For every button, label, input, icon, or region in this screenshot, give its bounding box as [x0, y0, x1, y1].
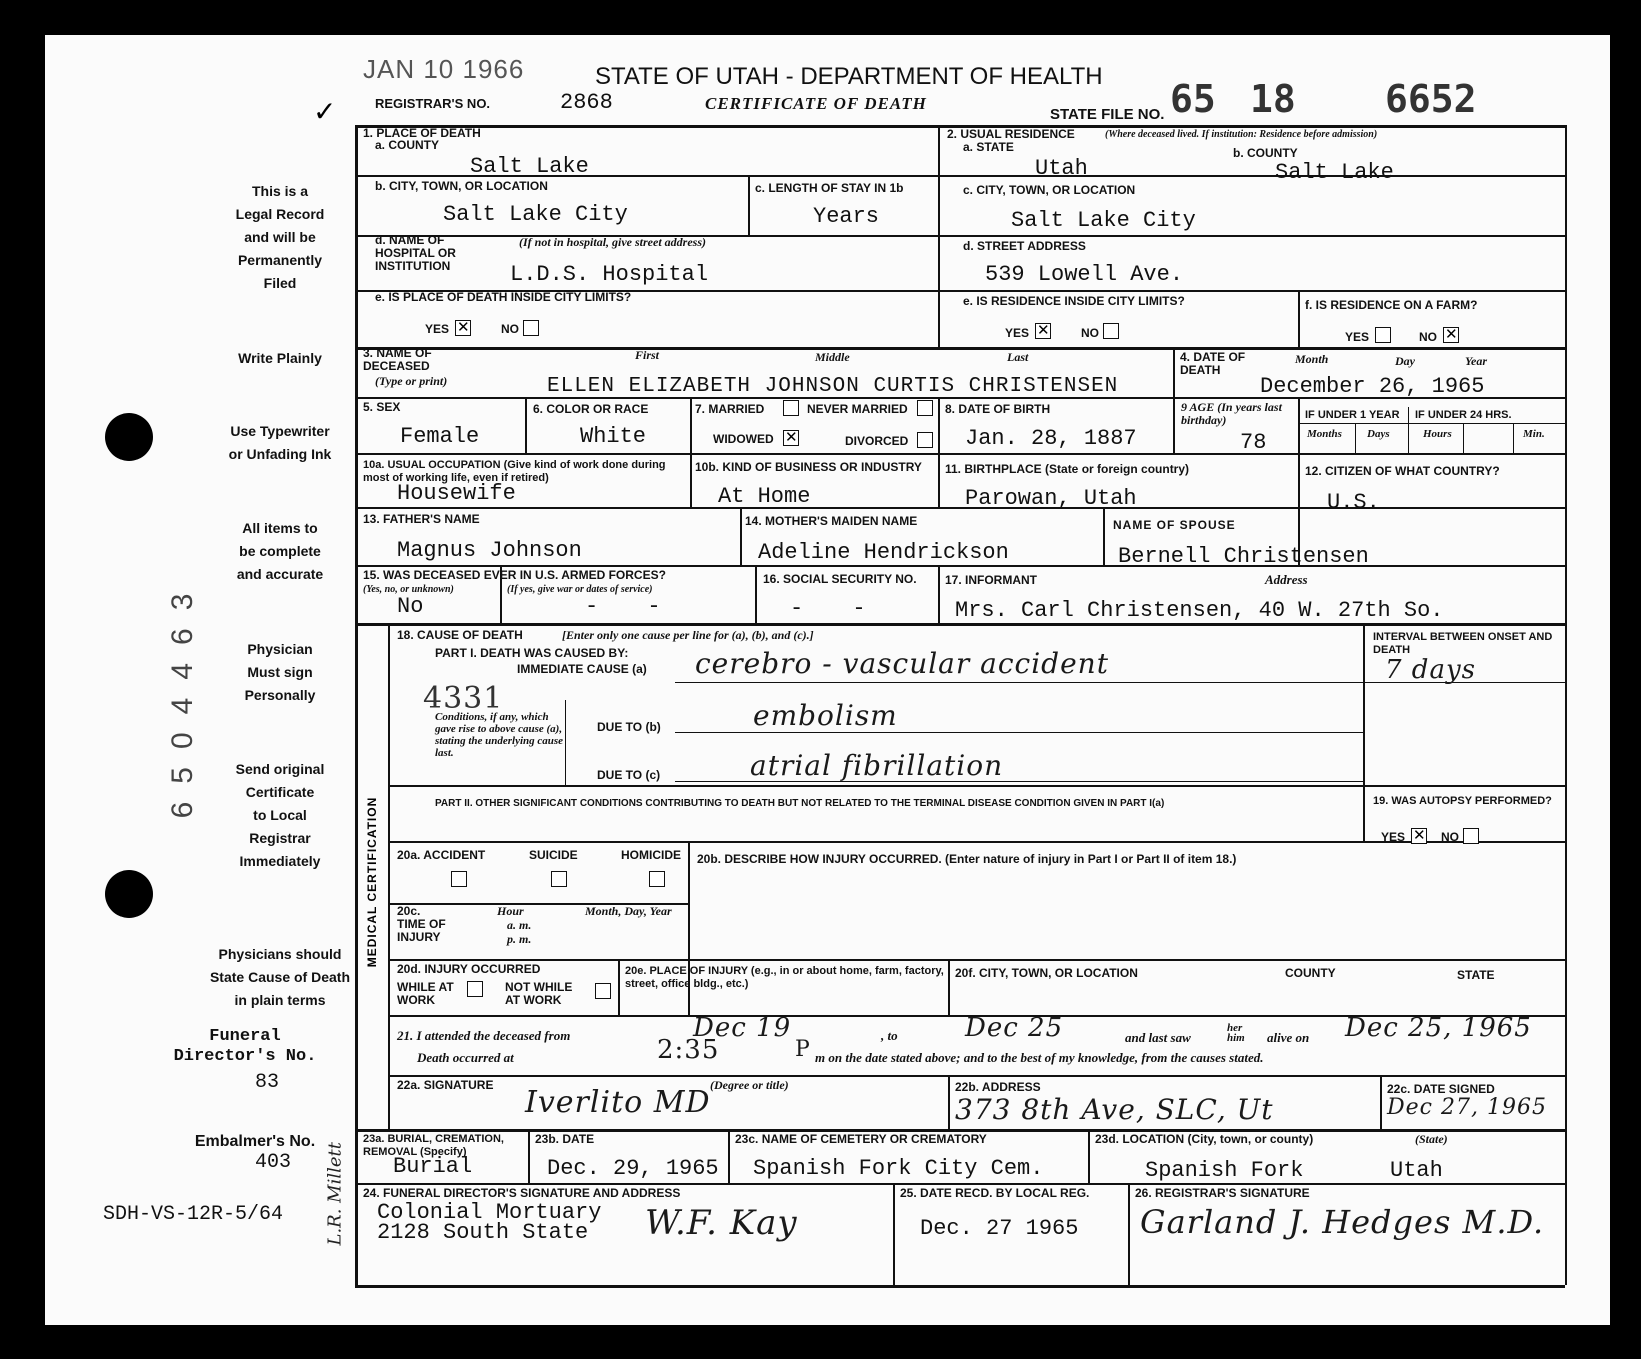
due-to-b-value: embolism [753, 699, 898, 732]
funeral-director-signature: W.F. Kay [645, 1203, 798, 1243]
place-of-death-label: 1. PLACE OF DEATH [363, 126, 481, 140]
cemetery-value: Spanish Fork City Cem. [753, 1156, 1044, 1181]
date-received-label: 25. DATE RECD. BY LOCAL REG. [900, 1186, 1090, 1200]
sidebar-write-plainly: Write Plainly [238, 350, 322, 366]
res-state-label: a. STATE [963, 140, 1014, 154]
month-day-year-label: Month, Day, Year [585, 904, 672, 918]
burial-state-value: Utah [1390, 1158, 1443, 1183]
injury-description-label: 20b. DESCRIBE HOW INJURY OCCURRED. (Enter nature of injury in Part I or Part II of item 18.) [697, 852, 1237, 866]
immediate-cause-value: cerebro - vascular accident [695, 647, 1109, 680]
physician-signature: Iverlito MD [525, 1085, 711, 1120]
business-label: 10b. KIND OF BUSINESS OR INDUSTRY [695, 460, 922, 474]
name-label: 3. NAME OF DECEASED [363, 346, 432, 373]
embalmer-no-label: Embalmer's No. [194, 1133, 316, 1150]
usual-residence-note: (Where deceased lived. If institution: Residence before admission) [1105, 129, 1378, 140]
cemetery-label: 23c. NAME OF CEMETERY OR CREMATORY [735, 1132, 987, 1146]
street-address-label: d. STREET ADDRESS [963, 239, 1086, 253]
sidebar-typewriter-note: Use Typewriter or Unfading Ink [228, 423, 332, 462]
due-to-c-label: DUE TO (c) [597, 768, 661, 782]
armed-forces-service-value: - - [585, 594, 679, 619]
not-while-at-work-checkbox[interactable] [595, 983, 611, 999]
death-time-pm: P [795, 1037, 811, 1062]
length-of-stay-value: Years [813, 204, 880, 229]
state-file-part-a: 65 [1170, 77, 1216, 121]
cause-of-death-note: [Enter only one cause per line for (a), (b), and (c).] [562, 628, 814, 642]
father-value: Magnus Johnson [397, 538, 582, 563]
date-of-birth-label: 8. DATE OF BIRTH [945, 402, 1051, 416]
attended-to-label: , to [881, 1028, 898, 1043]
death-time-value: 2:35 [657, 1035, 720, 1065]
res-city-limits-yes-checkbox[interactable]: ✕ [1037, 322, 1050, 339]
county-value: Salt Lake [470, 154, 589, 179]
ssn-value: - - [790, 596, 884, 621]
not-while-at-work-label: NOT WHILE AT WORK [505, 980, 573, 1007]
suicide-checkbox[interactable] [551, 871, 567, 887]
age-label: 9 AGE (In years last birthday) [1181, 400, 1282, 427]
mortuary-address: 2128 South State [377, 1220, 589, 1245]
death-occurred-at-label: Death occurred at [417, 1050, 514, 1065]
state-file-label: STATE FILE NO. [1050, 106, 1165, 123]
part-two-label: PART II. OTHER SIGNIFICANT CONDITIONS CONTRIBUTING TO DEATH BUT NOT RELATED TO THE TERMINAL DISEASE CONDITION GIVEN IN PART I(a) [435, 798, 1165, 809]
age-value: 78 [1240, 430, 1267, 455]
attended-to-value: Dec 25 [965, 1013, 1064, 1043]
armed-forces-value: No [397, 594, 424, 619]
last-seen-alive-value: Dec 25, 1965 [1345, 1013, 1532, 1043]
disposition-label: 23a. BURIAL, CREMATION, REMOVAL (Specify) [363, 1133, 504, 1158]
ssn-label: 16. SOCIAL SECURITY NO. [763, 572, 917, 586]
funeral-director-no: 83 [255, 1071, 280, 1094]
date-signed-label: 22c. DATE SIGNED [1387, 1082, 1495, 1096]
city-limits-no-label: NO [501, 322, 519, 336]
immediate-cause-label: IMMEDIATE CAUSE (a) [517, 662, 647, 676]
autopsy-no-label: NO [1441, 830, 1459, 844]
city-limits-no-checkbox[interactable] [523, 320, 539, 336]
date-of-death-value: December 26, 1965 [1260, 374, 1485, 399]
name-note: (Type or print) [375, 374, 448, 388]
homicide-checkbox[interactable] [649, 871, 665, 887]
hours-label: Hours [1423, 428, 1452, 440]
sex-value: Female [400, 424, 480, 449]
mother-value: Adeline Hendrickson [758, 540, 1009, 565]
embalmer-signature-vertical: L.R. Millett [324, 1142, 346, 1246]
street-address-value: 539 Lowell Ave. [985, 262, 1184, 287]
res-county-value: Salt Lake [1275, 160, 1394, 185]
occupation-value: Housewife [397, 481, 516, 506]
mortuary-name: Colonial Mortuary [377, 1200, 602, 1225]
last-saw-label: and last saw [1125, 1030, 1191, 1045]
farm-no-label: NO [1419, 330, 1437, 344]
suicide-label: SUICIDE [529, 848, 578, 862]
race-value: White [580, 424, 647, 449]
city-limits-label: e. IS PLACE OF DEATH INSIDE CITY LIMITS? [375, 290, 632, 304]
physician-address-label: 22b. ADDRESS [955, 1080, 1041, 1094]
county-label: a. COUNTY [375, 138, 440, 152]
certificate-page [45, 35, 1610, 1325]
homicide-label: HOMICIDE [621, 848, 681, 862]
due-to-c-value: atrial fibrillation [750, 749, 1004, 782]
res-city-value: Salt Lake City [1011, 208, 1196, 233]
certification-statement: m on the date stated above; and to the best of my knowledge, from the causes stated. [815, 1050, 1264, 1065]
res-city-limits-no-label: NO [1081, 326, 1099, 340]
informant-label: 17. INFORMANT [945, 573, 1038, 587]
divorced-checkbox[interactable] [917, 432, 933, 448]
attended-from-value: Dec 19 [693, 1013, 792, 1043]
hour-label: Hour [497, 904, 524, 918]
armed-forces-note-a: (Yes, no, or unknown) [363, 584, 454, 595]
divorced-label: DIVORCED [845, 434, 909, 448]
never-married-checkbox[interactable] [917, 400, 933, 416]
res-city-limits-label: e. IS RESIDENCE INSIDE CITY LIMITS? [963, 294, 1185, 308]
city-value: Salt Lake City [443, 202, 628, 227]
under-24-hours-label: IF UNDER 24 HRS. [1415, 409, 1512, 421]
registrar-signature: Garland J. Hedges M.D. [1140, 1203, 1545, 1241]
city-limits-yes-label: YES [425, 322, 450, 336]
burial-state-label: (State) [1415, 1132, 1448, 1146]
sex-label: 5. SEX [363, 400, 401, 414]
date-of-birth-value: Jan. 28, 1887 [965, 426, 1137, 451]
year-label: Year [1465, 354, 1487, 368]
farm-yes-checkbox[interactable] [1375, 327, 1391, 343]
res-state-value: Utah [1035, 156, 1088, 181]
time-of-injury-label: 20c. TIME OF INJURY [397, 904, 446, 944]
hospital-note: (If not in hospital, give street address) [519, 235, 707, 249]
informant-address-label: Address [1265, 572, 1308, 587]
punch-hole-bottom [105, 870, 153, 918]
length-of-stay-label: c. LENGTH OF STAY IN 1b [755, 181, 904, 195]
registrar-no-value: 2868 [560, 90, 613, 115]
under-1-year-label: IF UNDER 1 YEAR [1305, 409, 1400, 421]
state-department-title: STATE OF UTAH - DEPARTMENT OF HEALTH [595, 63, 1103, 90]
burial-location-label: 23d. LOCATION (City, town, or county) [1095, 1132, 1314, 1146]
burial-date-value: Dec. 29, 1965 [547, 1156, 719, 1181]
farm-label: f. IS RESIDENCE ON A FARM? [1305, 298, 1478, 312]
accident-checkbox[interactable] [451, 871, 467, 887]
never-married-label: NEVER MARRIED [807, 402, 908, 416]
res-city-limits-yes-label: YES [1005, 326, 1030, 340]
while-at-work-label: WHILE AT WORK [397, 980, 454, 1007]
occupation-label: 10a. USUAL OCCUPATION (Give kind of work done during most of working life, even if retired) [363, 459, 666, 484]
autopsy-label: 19. WAS AUTOPSY PERFORMED? [1373, 795, 1552, 807]
widowed-label: WIDOWED [713, 432, 774, 446]
received-date-stamp: JAN 10 1966 [363, 54, 525, 84]
date-received-value: Dec. 27 1965 [920, 1216, 1079, 1241]
sidebar-send-note: Send original Certificate to Local Registrar Immediately [235, 761, 325, 869]
farm-no-checkbox[interactable]: ✕ [1445, 326, 1458, 343]
state-file-part-b: 18 [1250, 77, 1296, 121]
middle-label: Middle [815, 350, 850, 364]
conditions-note: Conditions, if any, which gave rise to above cause (a), stating the underlying cause last. [435, 711, 564, 759]
am-label: a. m. [507, 918, 532, 932]
days-label: Days [1367, 428, 1390, 440]
res-city-limits-no-checkbox[interactable] [1103, 323, 1119, 339]
first-label: First [635, 348, 660, 362]
injury-county-label: COUNTY [1285, 966, 1336, 980]
usual-residence-label: 2. USUAL RESIDENCE [947, 127, 1075, 141]
punch-hole-top [105, 413, 153, 461]
father-label: 13. FATHER'S NAME [363, 512, 480, 526]
certificate-title: CERTIFICATE OF DEATH [705, 94, 927, 113]
serial-number-vertical: 6504463 [166, 575, 199, 819]
birthplace-label: 11. BIRTHPLACE (State or foreign country) [945, 462, 1190, 476]
cause-of-death-label: 18. CAUSE OF DEATH [397, 628, 523, 642]
disease-code: 4331 [423, 681, 504, 716]
sidebar-cause-note: Physicians should State Cause of Death in plain terms [209, 946, 351, 1008]
res-county-label: b. COUNTY [1233, 146, 1298, 160]
citizen-label: 12. CITIZEN OF WHAT COUNTRY? [1305, 464, 1500, 478]
while-at-work-checkbox[interactable] [467, 981, 483, 997]
armed-forces-label: 15. WAS DECEASED EVER IN U.S. ARMED FORCES? [363, 568, 666, 582]
birthplace-value: Parowan, Utah [965, 486, 1137, 511]
place-of-injury-label: 20e. PLACE OF INJURY (e.g., in or about home, farm, factory, street, office bldg., etc.) [625, 965, 944, 990]
registrar-signature-label: 26. REGISTRAR'S SIGNATURE [1135, 1186, 1310, 1200]
last-label: Last [1007, 350, 1029, 364]
physician-address-value: 373 8th Ave, SLC, Ut [955, 1093, 1274, 1126]
city-label: b. CITY, TOWN, OR LOCATION [375, 179, 548, 193]
form-number: SDH-VS-12R-5/64 [103, 1203, 284, 1226]
armed-forces-note-b: (If yes, give war or dates of service) [507, 584, 653, 595]
married-label: 7. MARRIED [695, 402, 765, 416]
state-file-part-c: 6652 [1385, 77, 1477, 121]
due-to-b-label: DUE TO (b) [597, 720, 661, 734]
married-checkbox[interactable] [783, 400, 799, 416]
autopsy-no-checkbox[interactable] [1463, 828, 1479, 844]
attended-label: 21. I attended the deceased from [397, 1028, 571, 1043]
date-signed-value: Dec 27, 1965 [1387, 1095, 1547, 1120]
sidebar-complete-note: All items to be complete and accurate [236, 520, 324, 582]
city-limits-yes-checkbox[interactable]: ✕ [457, 319, 470, 336]
spouse-value: Bernell Christensen [1118, 544, 1369, 569]
burial-date-label: 23b. DATE [535, 1132, 595, 1146]
farm-yes-label: YES [1345, 330, 1370, 344]
funeral-director-no-label: Funeral Director's No. [173, 1027, 317, 1066]
business-value: At Home [718, 484, 811, 509]
month-label: Month [1295, 352, 1329, 366]
accident-label: 20a. ACCIDENT [397, 848, 486, 862]
embalmer-no: 403 [255, 1151, 292, 1174]
check-mark-icon: ✓ [313, 96, 337, 127]
autopsy-yes-label: YES [1381, 830, 1406, 844]
deceased-name: ELLEN ELIZABETH JOHNSON CURTIS CHRISTENSEN [547, 375, 1119, 398]
funeral-director-label: 24. FUNERAL DIRECTOR'S SIGNATURE AND ADDRESS [363, 1186, 681, 1200]
informant-value: Mrs. Carl Christensen, 40 W. 27th So. [955, 598, 1444, 623]
day-label: Day [1395, 354, 1415, 368]
injury-state-label: STATE [1457, 968, 1495, 982]
sidebar-physician-note: Physician Must sign Personally [244, 641, 316, 703]
autopsy-yes-checkbox[interactable]: ✕ [1413, 827, 1426, 844]
hospital-value: L.D.S. Hospital [510, 262, 709, 287]
pm-label: p. m. [507, 932, 532, 946]
disposition-value: Burial [393, 1154, 473, 1179]
injury-occurred-label: 20d. INJURY OCCURRED [397, 962, 541, 976]
degree-label: (Degree or title) [710, 1078, 789, 1092]
medical-certification-side-label: MEDICAL CERTIFICATION [365, 796, 379, 968]
sidebar-legal-note: This is a Legal Record and will be Permanently Filed [235, 183, 325, 291]
alive-on-label: alive on [1267, 1030, 1310, 1045]
her-him-label: her him [1227, 1022, 1245, 1044]
widowed-checkbox[interactable]: ✕ [785, 429, 798, 446]
signature-label: 22a. SIGNATURE [397, 1078, 494, 1092]
spouse-label: NAME OF SPOUSE [1113, 518, 1236, 532]
part-one-label: PART I. DEATH WAS CAUSED BY: [435, 646, 629, 660]
min-label: Min. [1523, 428, 1545, 440]
burial-city-value: Spanish Fork [1145, 1158, 1304, 1183]
interval-label: INTERVAL BETWEEN ONSET AND DEATH [1373, 631, 1553, 656]
hospital-label: d. NAME OF HOSPITAL OR INSTITUTION [375, 233, 456, 273]
mother-label: 14. MOTHER'S MAIDEN NAME [745, 514, 918, 528]
injury-city-label: 20f. CITY, TOWN, OR LOCATION [955, 966, 1138, 980]
date-of-death-label: 4. DATE OF DEATH [1180, 350, 1246, 377]
months-label: Months [1307, 428, 1342, 440]
res-city-label: c. CITY, TOWN, OR LOCATION [963, 183, 1136, 197]
interval-value: 7 days [1385, 655, 1476, 685]
registrar-no-label: REGISTRAR'S NO. [375, 96, 491, 111]
citizen-value: U.S. [1327, 490, 1380, 515]
race-label: 6. COLOR OR RACE [533, 402, 649, 416]
